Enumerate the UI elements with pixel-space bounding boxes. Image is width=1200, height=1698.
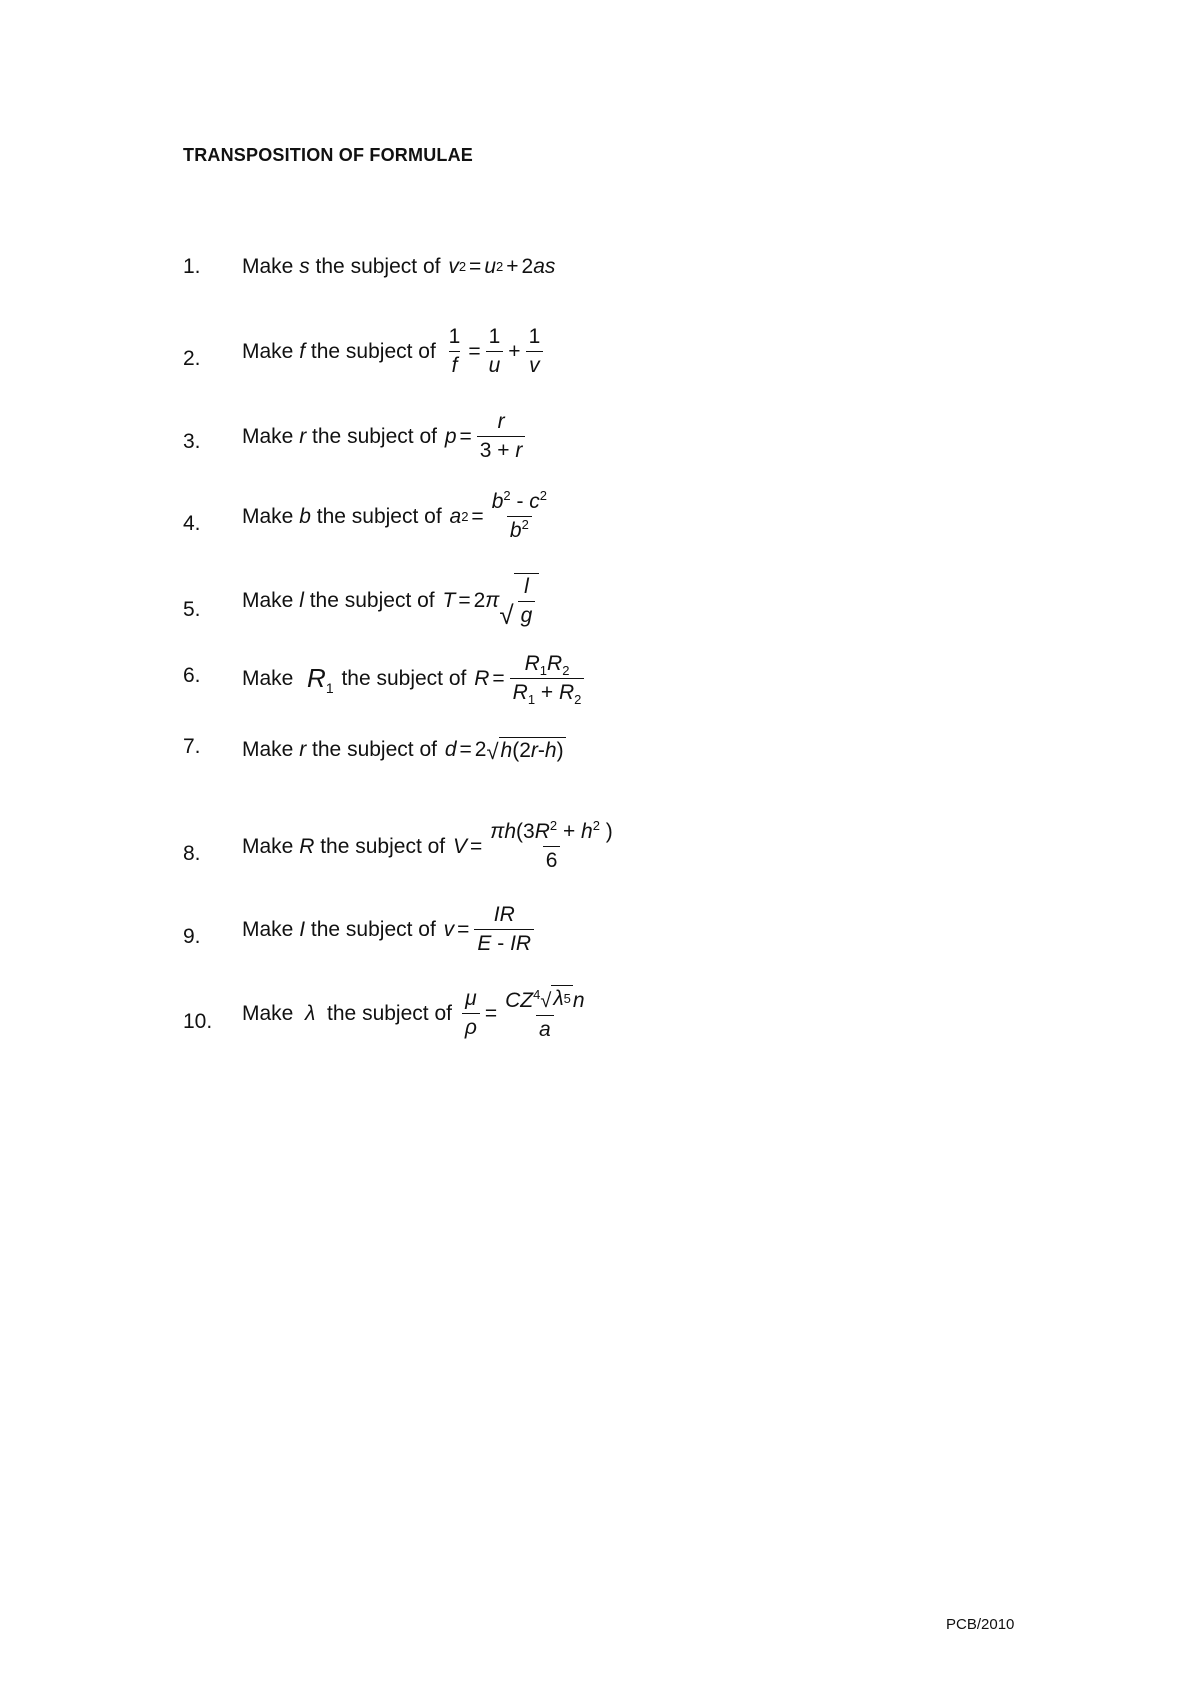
question-5	[0, 573, 1200, 643]
formula: p = $\frac{r}{3 + r}$	[445, 410, 528, 463]
question-statement: Make l the subject of T = 2 π √ $\frac{l}{g}$	[242, 573, 539, 628]
question-3	[0, 410, 1200, 480]
subject-variable: r	[299, 424, 307, 448]
formula: d = 2 √ h (2 r - h )	[444, 738, 564, 764]
formula: R = $\frac{R_1R_2}{R_1 + R_2}$	[474, 652, 586, 705]
question-statement: Make f the subject of $\frac{1}{f}$ = $\frac{1}{u}$ + $\frac{1}{v}$	[242, 325, 545, 378]
subject-variable: r	[299, 738, 307, 761]
page-title: TRANSPOSITION OF FORMULAE	[183, 145, 473, 165]
question-number: 5.	[183, 598, 201, 621]
question-number: 6.	[183, 664, 201, 687]
question-number: 2.	[183, 347, 201, 370]
subject-variable: l	[299, 588, 304, 612]
question-number: 3.	[183, 430, 201, 453]
formula: v = $\frac{IR}{E - IR}$	[444, 903, 536, 956]
subject-variable: I	[299, 917, 306, 941]
question-statement: Make r the subject of p = $\frac{r}{3 + r}$	[242, 410, 527, 463]
question-number: 4.	[183, 512, 201, 535]
formula: T = 2 π √ $\frac{l}{g}$	[442, 573, 539, 628]
subject-variable: b	[299, 504, 311, 528]
question-number: 8.	[183, 842, 201, 865]
question-statement: Make s the subject of v 2 = u 2 + 2 as	[242, 255, 556, 278]
question-number: 1.	[183, 255, 201, 278]
formula: v 2 = u 2 + 2 as	[448, 255, 556, 278]
question-9	[0, 903, 1200, 973]
question-2	[0, 325, 1200, 395]
question-4	[0, 490, 1200, 560]
subject-variable: $R_1$	[307, 663, 334, 697]
footer-code: PCB/2010	[946, 1616, 1015, 1633]
subject-variable: R	[299, 834, 315, 858]
question-statement: Make r the subject of d = 2 √ h (2 r - h )	[242, 738, 564, 764]
question-6	[0, 652, 1200, 722]
formula: V = $\frac{\pi h(3R^2 + h^2 )}{6}$	[452, 818, 613, 872]
question-number: 10.	[183, 1010, 213, 1033]
question-statement: Make R the subject of V = $\frac{\pi h(3R^2 + h^2 )}{6}$	[242, 820, 618, 873]
formula: $\frac{1}{f}$ = $\frac{1}{u}$ + $\frac{1}{v}$	[444, 325, 546, 378]
question-10	[0, 985, 1200, 1055]
question-1	[0, 255, 1200, 325]
question-number: 7.	[183, 735, 201, 758]
subject-variable: f	[299, 339, 306, 363]
question-8	[0, 820, 1200, 890]
subject-variable: s	[299, 255, 310, 278]
question-statement: Make λ the subject of $\frac{\mu}{\rho}$ = $CZ^4$ √ λ 5 n a	[242, 985, 590, 1042]
formula: $\frac{\mu}{\rho}$ = $CZ^4$ √ λ 5 n a	[460, 985, 590, 1042]
question-7	[0, 735, 1200, 805]
formula: a 2 = $\frac{b^2 - c^2}{b^2}$	[449, 488, 548, 542]
question-statement: Make b the subject of a 2 = $\frac{b^2 - c^2}{b^2}$	[242, 490, 552, 543]
question-number: 9.	[183, 925, 201, 948]
question-statement: Make I the subject of v = $\frac{IR}{E - IR}$	[242, 903, 536, 956]
question-statement: Make $R_1$ the subject of R = $\frac{R_1R_2}{R_1 + R_2}$	[242, 652, 586, 705]
subject-variable: λ	[305, 1001, 316, 1025]
